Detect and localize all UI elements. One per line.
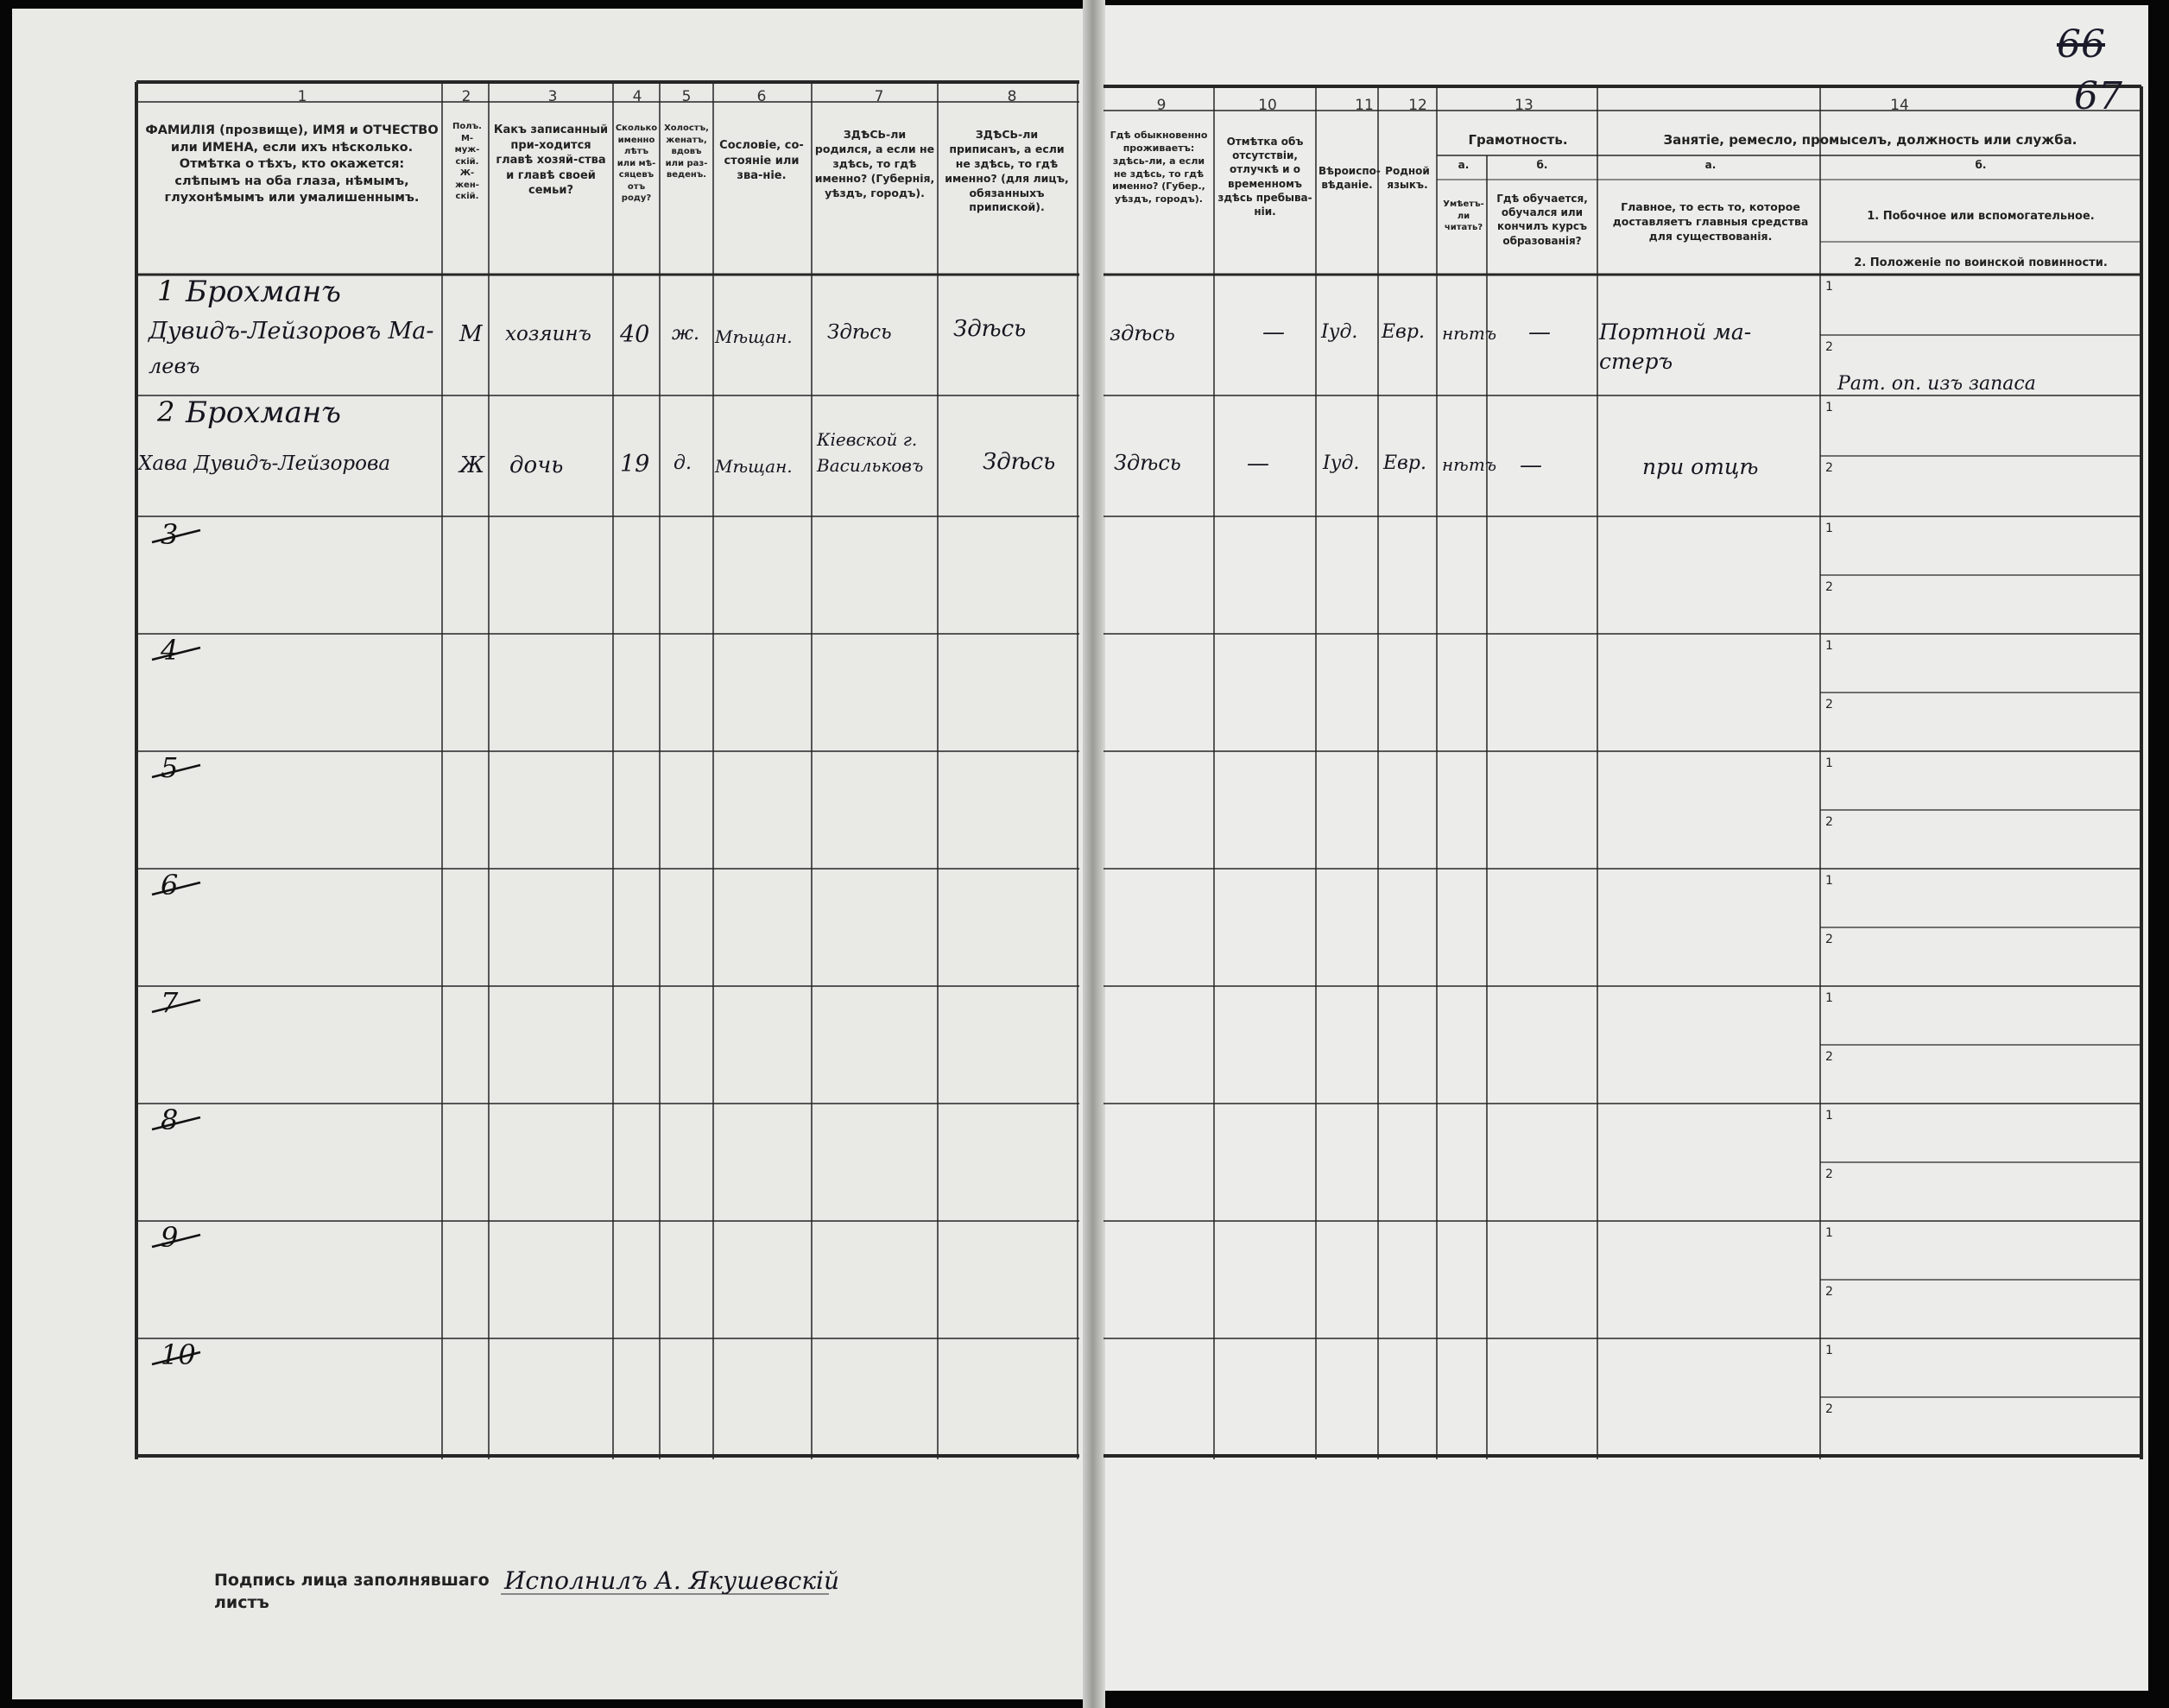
sub-row-label-1: 1 [1825,991,1833,1005]
header-literacy: Грамотность. [1468,132,1568,148]
signature-label: Подпись лица заполнявшаго листъ [214,1571,490,1612]
row-number-1: 1 [157,275,175,307]
row-number-8: 8 [161,1104,179,1136]
row-number-5: 5 [161,751,179,784]
sub-row-label-1: 1 [1825,1109,1833,1123]
header-language: Родной языкъ. [1385,165,1430,192]
sub-row-label-2: 2 [1825,580,1833,594]
sub-row-label-1: 1 [1825,280,1833,294]
row2-registration: Здѣсь [983,449,1056,475]
signature-value: Исполнилъ А. Якушевскій [504,1566,840,1595]
header-marital: Холостъ, женатъ, вдовъ или раз-веденъ. [664,123,709,180]
row1-literate: нѣтъ [1442,323,1497,344]
header-occupation-a-letter: а. [1704,159,1717,171]
header-registration: ЗДѢСЬ-ли приписанъ, а если не здѣсь, то гдѣ именно? (для лицъ, обязанныхъ припиской). [945,128,1069,214]
column-number-12: 12 [1408,97,1427,114]
row1-surname: Брохманъ [186,275,341,309]
column-number-5: 5 [681,88,692,105]
sub-row-label-1: 1 [1825,756,1833,770]
row2-absence: — [1247,451,1269,477]
row-number-7: 7 [161,986,179,1019]
header-secondary-occupation: 1. Побочное или вспомогательное. [1867,210,2095,223]
row2-birthplace: Кіевской г. Васильковъ [817,429,924,476]
row1-birthplace: Здѣсь [827,321,892,344]
row1-military-status: Рат. оп. изъ запаса [1837,373,2036,395]
header-main-occupation: Главное, то есть то, которое доставляетъ главныя средства для существованія. [1612,200,1809,243]
sub-row-label-2: 2 [1825,1167,1833,1181]
row1-given-name: Дувидъ-Лейзоровъ Ма- [149,318,434,345]
row1-sex: М [459,321,483,347]
row1-registration: Здѣсь [953,316,1027,342]
sub-row-label-2: 2 [1825,340,1833,354]
row-number-4: 4 [161,634,179,667]
sub-row-label-1: 1 [1825,639,1833,653]
sub-row-label-2: 2 [1825,1285,1833,1299]
row-number-6: 6 [161,869,179,901]
page-number: 67 [2074,74,2122,118]
row2-age: 19 [620,451,650,478]
header-literacy-b-letter: б. [1536,159,1548,171]
row1-residence: здѣсь [1110,321,1175,345]
sub-row-label-1: 1 [1825,874,1833,888]
sub-row-label-1: 1 [1825,522,1833,535]
crossed-page-number: 66 [2057,22,2105,66]
row2-marital: д. [673,452,692,474]
row2-sex: Ж [459,452,485,478]
column-number-9: 9 [1156,97,1167,114]
row1-estate: Мѣщан. [715,326,793,347]
column-number-8: 8 [1007,88,1017,105]
sub-row-label-2: 2 [1825,1402,1833,1416]
row-number-2: 2 [157,395,175,428]
column-number-4: 4 [632,88,642,105]
row1-religion: Іуд. [1321,321,1358,343]
header-education: Гдѣ обучается, обучался или кончилъ курсъ образованія? [1496,193,1588,247]
header-relation: Какъ записанный при-ходится главѣ хозяй-ства и главѣ своей семьи? [493,123,609,198]
header-religion: Вѣроиспо-вѣданіе. [1318,165,1381,192]
column-number-2: 2 [461,88,471,105]
header-occupation: Занятіе, ремесло, промыселъ, должность или служба. [1663,132,2077,148]
sub-row-label-2: 2 [1825,1050,1833,1064]
row1-relation: хозяинъ [505,323,591,345]
row-number-9: 9 [161,1221,179,1254]
header-estate: Сословіе, со-стояніе или зва-ніе. [719,139,804,183]
row1-language: Евр. [1382,321,1425,343]
sub-row-label-2: 2 [1825,461,1833,475]
column-number-6: 6 [756,88,767,105]
row2-language: Евр. [1383,452,1426,474]
row2-literate: нѣтъ [1442,454,1497,475]
row2-education: — [1520,452,1542,478]
header-occupation-b-letter: б. [1975,159,1987,171]
header-name: ФАМИЛІЯ (прозвище), ИМЯ и ОТЧЕСТВО или ИМЕНА, если ихъ нѣсколько. Отмѣтка о тѣхъ, кто окажется: слѣпымъ на оба глаза, нѣмымъ, глухонѣмымъ или умалишеннымъ. [145,123,439,206]
row2-estate: Мѣщан. [715,456,793,477]
row1-given-name-cont: левъ [149,354,200,378]
row2-relation: дочь [509,452,564,478]
column-number-1: 1 [297,88,307,105]
sub-row-label-2: 2 [1825,815,1833,829]
header-can-read: Умѣетъ-ли читать? [1443,199,1484,232]
column-number-13: 13 [1515,97,1533,114]
header-sex: Полъ. М-муж-скій. Ж-жен-скій. [452,122,482,201]
row1-occupation-cont: стеръ [1599,349,1673,374]
sub-row-label-1: 1 [1825,1344,1833,1357]
row2-surname: Брохманъ [186,395,341,430]
row2-given-name: Хава Дувидъ-Лейзорова [138,452,391,475]
row-number-3: 3 [161,518,179,551]
row2-religion: Іуд. [1323,452,1360,474]
sub-row-label-1: 1 [1825,1226,1833,1240]
header-literacy-a-letter: а. [1458,159,1470,171]
header-military-status: 2. Положеніе по воинской повинности. [1854,256,2108,269]
row1-education: — [1528,319,1551,345]
row-number-10: 10 [161,1338,196,1371]
column-number-10: 10 [1258,97,1277,114]
row1-age: 40 [620,321,650,348]
row1-occupation: Портной ма- [1599,319,1752,345]
column-number-7: 7 [874,88,884,105]
header-absence: Отмѣтка объ отсутствіи, отлучкѣ и о временномъ здѣсь пребыва-ніи. [1217,136,1312,218]
row1-marital: ж. [672,323,700,345]
sub-row-label-1: 1 [1825,401,1833,414]
header-birthplace: ЗДѢСЬ-ли родился, а если не здѣсь, то гдѣ именно? (Губернія, уѣздъ, городъ). [814,128,935,199]
sub-row-label-2: 2 [1825,698,1833,712]
sub-row-label-2: 2 [1825,933,1833,946]
header-residence: Гдѣ обыкновенно проживаетъ: здѣсь-ли, а если не здѣсь, то гдѣ именно? (Губер., уѣздъ, городъ). [1110,130,1208,206]
column-number-3: 3 [547,88,558,105]
header-age: Сколько именно лѣтъ или мѣ-сяцевъ отъ роду? [615,123,658,203]
column-number-14: 14 [1890,97,1909,114]
row1-absence: — [1262,319,1285,345]
row2-occupation: при отцѣ [1642,454,1759,479]
row2-residence: Здѣсь [1114,451,1181,475]
column-number-11: 11 [1355,97,1374,114]
